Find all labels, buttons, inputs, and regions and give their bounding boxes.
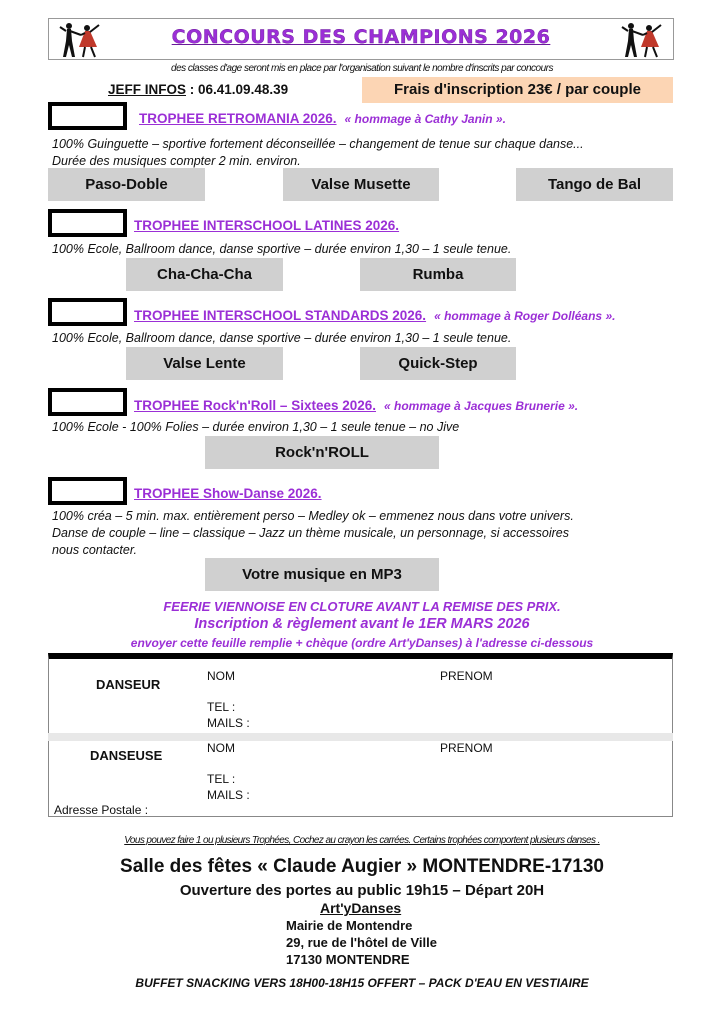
postal-address-field[interactable]: Adresse Postale : <box>54 803 149 817</box>
address-line: 29, rue de l'hôtel de Ville <box>286 935 437 950</box>
dance-option-valse-musette: Valse Musette <box>283 168 439 201</box>
danseur-tel-field[interactable]: TEL : <box>207 700 236 714</box>
description-line: Durée des musiques compter 2 min. environ. <box>52 154 301 168</box>
description-line: 100% créa – 5 min. max. entièrement perso – Medley ok – emmenez nous dans votre univers. <box>52 509 574 523</box>
contact-info <box>108 82 288 97</box>
description-line: 100% Ecole - 100% Folies – durée environ 1,30 – 1 seule tenue – no Jive <box>52 420 460 434</box>
trophy-checkbox-show-danse[interactable] <box>48 477 127 505</box>
dance-option-valse-lente: Valse Lente <box>126 347 283 380</box>
trophy-checkbox-standards[interactable] <box>48 298 127 326</box>
trophy-title-show-danse <box>134 486 322 501</box>
main-title: CONCOURS DES CHAMPIONS 2026 <box>171 26 551 48</box>
dance-option-paso-doble: Paso-Doble <box>48 168 205 201</box>
buffet-info: BUFFET SNACKING VERS 18H00-18H15 OFFERT – PACK D'EAU EN VESTIAIRE <box>135 976 589 990</box>
trophy-description <box>52 241 511 258</box>
doors-opening: Ouverture des portes au public 19h15 – Départ 20H <box>179 882 545 899</box>
danseuse-nom-field[interactable]: NOM <box>207 741 235 755</box>
dance-option-mp3: Votre musique en MP3 <box>205 558 439 591</box>
trophy-description <box>52 330 511 347</box>
note-text: Vous pouvez faire 1 ou plusieurs Trophées, Cochez au crayon les carrées. Certains trophées comportent plusieurs danses . <box>124 835 600 846</box>
trophy-hommage: « hommage à Roger Dolléans ». <box>434 309 616 323</box>
danseuse-prenom-field[interactable]: PRENOM <box>440 741 493 755</box>
trophy-name: TROPHEE RETROMANIA 2026. <box>139 111 337 126</box>
description-line: Danse de couple – line – classique – Jazz un thème musicale, un personnage, si accessoires <box>52 526 569 540</box>
trophy-title-rock <box>134 398 578 413</box>
dance-option-rock-n-roll: Rock'n'ROLL <box>205 436 439 469</box>
trophy-hommage: « hommage à Jacques Brunerie ». <box>384 399 579 413</box>
trophy-hommage: « hommage à Cathy Janin ». <box>344 112 506 126</box>
contact-label: JEFF INFOS <box>108 82 187 97</box>
trophy-name: TROPHEE Rock'n'Roll – Sixtees 2026. <box>134 398 377 413</box>
danseur-prenom-field[interactable]: PRENOM <box>440 669 493 683</box>
description-line: 100% Ecole, Ballroom dance, danse sportive – durée environ 1,30 – 1 seule tenue. <box>52 242 512 256</box>
trophy-checkbox-latines[interactable] <box>48 209 127 237</box>
description-line: nous contacter. <box>52 543 138 557</box>
trophy-title-retromania <box>139 111 506 126</box>
note <box>0 835 724 846</box>
trophy-name: TROPHEE Show-Danse 2026. <box>134 486 322 501</box>
dance-option-cha-cha-cha: Cha-Cha-Cha <box>126 258 283 291</box>
danseur-label: DANSEUR <box>96 677 161 692</box>
dance-option-quick-step: Quick-Step <box>360 347 516 380</box>
trophy-checkbox-rock[interactable] <box>48 388 127 416</box>
trophy-name: TROPHEE INTERSCHOOL LATINES 2026. <box>134 218 400 233</box>
dance-option-tango-de-bal: Tango de Bal <box>516 168 673 201</box>
trophy-title-latines <box>134 218 399 233</box>
fee-box: Frais d'inscription 23€ / par couple <box>362 77 673 103</box>
danseuse-label: DANSEUSE <box>90 748 163 763</box>
trophy-description <box>52 508 574 559</box>
venue: Salle des fêtes « Claude Augier » MONTENDRE-17130 <box>120 856 604 877</box>
dance-option-rumba: Rumba <box>360 258 516 291</box>
danseur-nom-field[interactable]: NOM <box>207 669 235 683</box>
description-line: 100% Ecole, Ballroom dance, danse sportive – durée environ 1,30 – 1 seule tenue. <box>52 331 512 345</box>
closing-line: FEERIE VIENNOISE EN CLOTURE AVANT LA REMISE DES PRIX. <box>163 599 561 614</box>
trophy-title-standards <box>134 308 615 323</box>
address-organization: Art'yDanses <box>320 900 402 916</box>
send-instructions: envoyer cette feuille remplie + chèque (ordre Art'yDanses) à l'adresse ci-dessous <box>130 636 594 650</box>
deadline-line: Inscription & règlement avant le 1ER MARS 2026 <box>194 616 530 632</box>
danseuse-tel-field[interactable]: TEL : <box>207 772 236 786</box>
danseur-mails-field[interactable]: MAILS : <box>207 716 250 730</box>
address-line: 17130 MONTENDRE <box>286 952 410 967</box>
subtitle: des classes d'age seront mis en place par l'organisation suivant le nombre d'inscrits par concours <box>171 63 553 74</box>
address-line: Mairie de Montendre <box>286 918 413 933</box>
danseuse-mails-field[interactable]: MAILS : <box>207 788 250 802</box>
trophy-name: TROPHEE INTERSCHOOL STANDARDS 2026. <box>134 308 427 323</box>
description-line: 100% Guinguette – sportive fortement déconseillée – changement de tenue sur chaque danse... <box>52 137 584 151</box>
dancers-icon <box>619 21 665 59</box>
form-separator <box>48 733 673 741</box>
contact-phone: : 06.41.09.48.39 <box>186 82 289 97</box>
trophy-description <box>52 136 584 170</box>
trophy-description <box>52 419 459 436</box>
trophy-checkbox-retromania[interactable] <box>48 102 127 130</box>
header-box <box>48 18 674 60</box>
